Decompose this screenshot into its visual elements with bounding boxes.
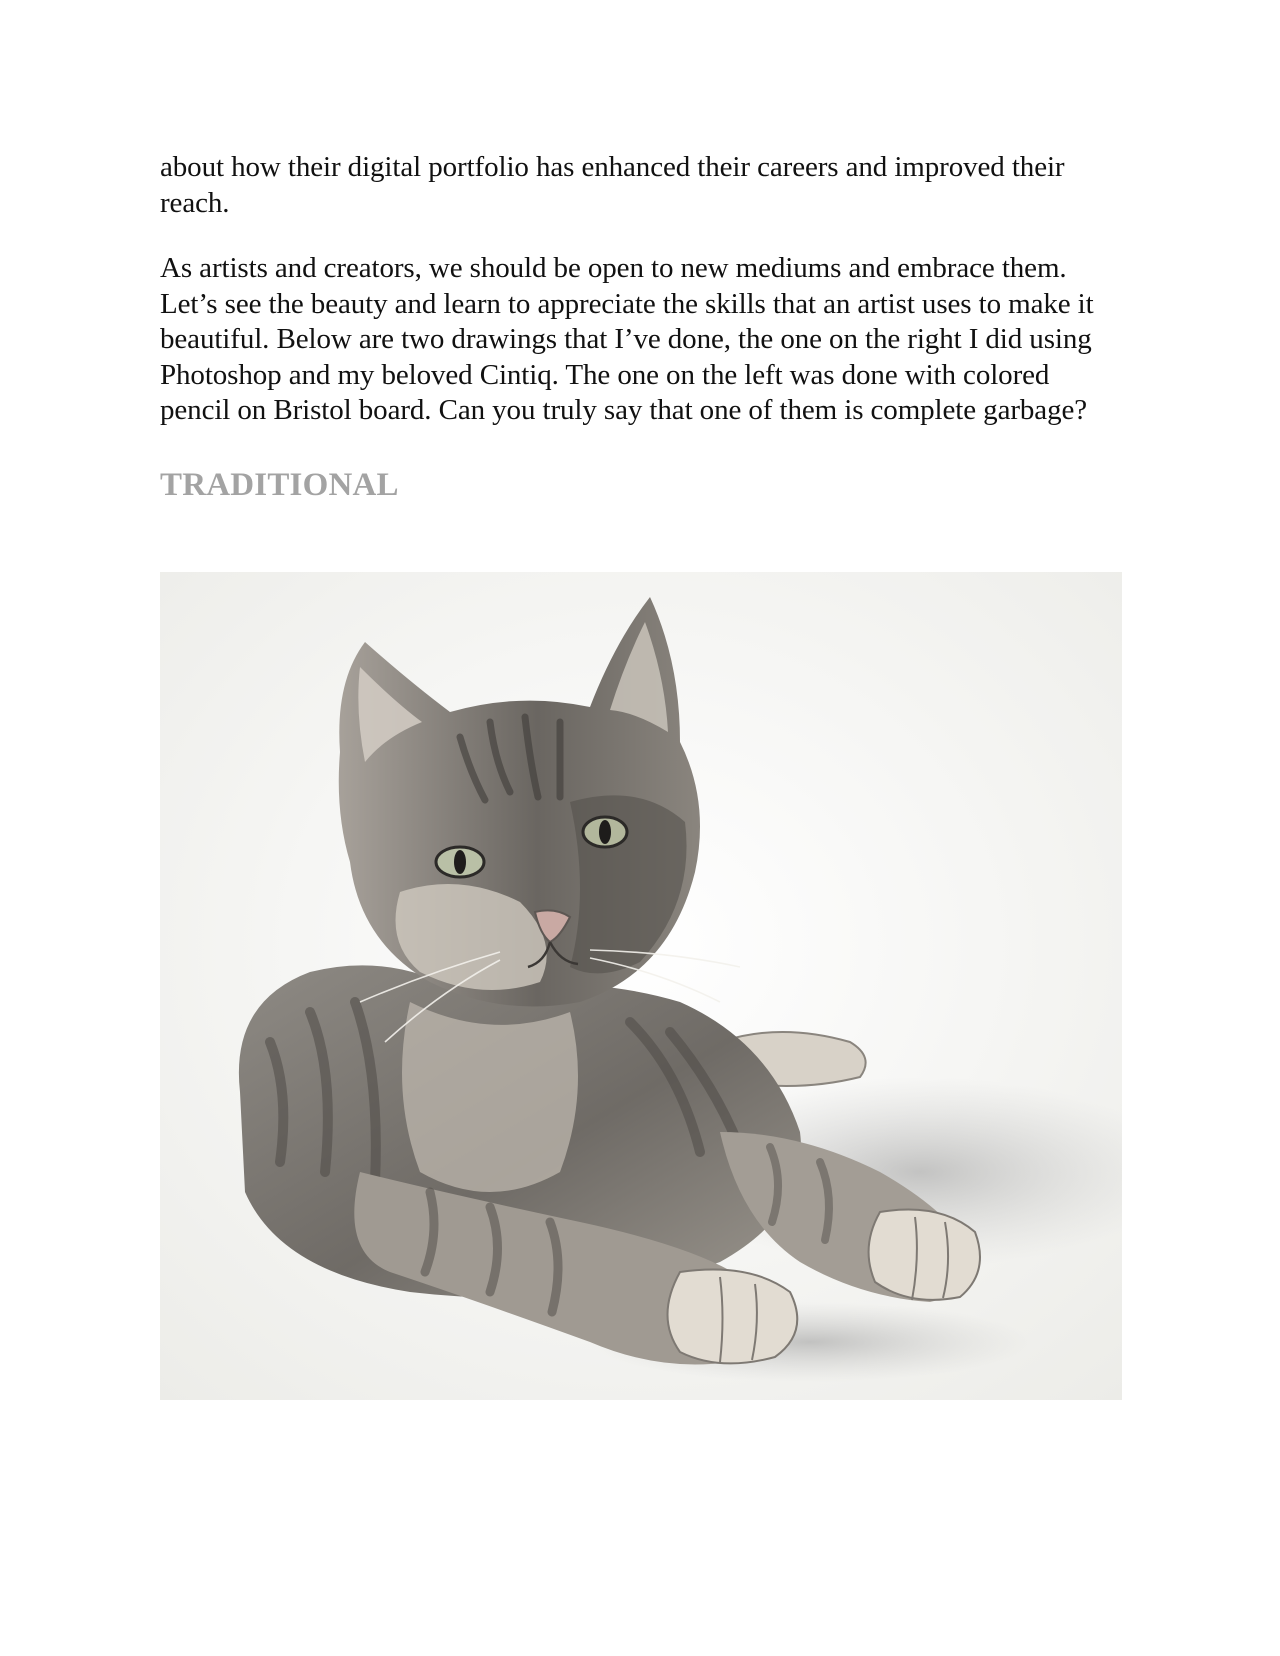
cat-drawing-icon [160, 572, 1122, 1400]
document-page [160, 150, 1120, 505]
traditional-cat-drawing [160, 572, 1122, 1400]
paragraph-mediums: As artists and creators, we should be open to new mediums and embrace them. Let’s see the beauty and learn to appreciate the skills that an artist uses to make it beautiful. Below are two drawings that I’ve done, the one on the right I did using Photoshop and my beloved Cintiq. The one on the left was done with colored pencil on Bristol board. Can you truly say that one of them is complete garbage? [160, 252, 1094, 426]
paragraph-intro-continued: about how their digital portfolio has enhanced their careers and improved their reach. [160, 151, 1065, 219]
section-heading-traditional: TRADITIONAL [160, 466, 399, 503]
